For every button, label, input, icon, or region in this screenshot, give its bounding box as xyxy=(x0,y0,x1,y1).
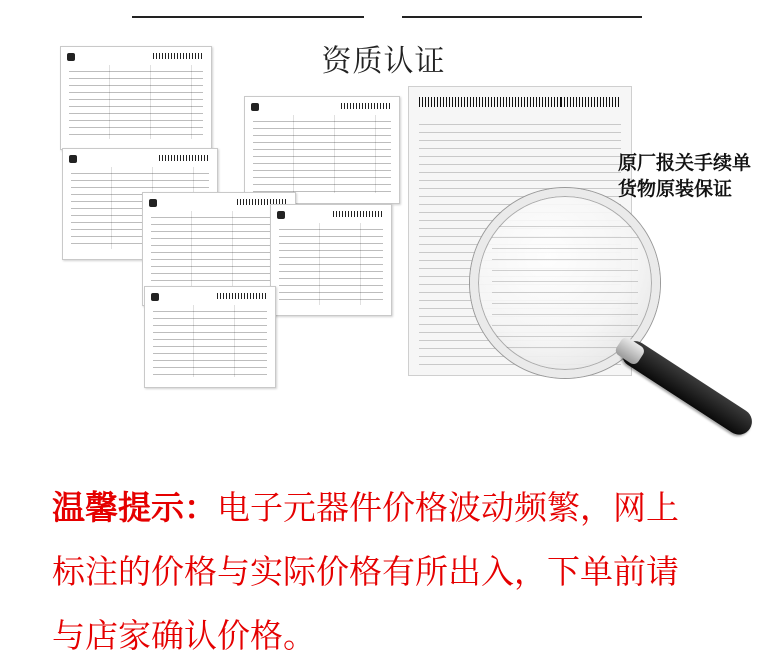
magnifier-handle-icon xyxy=(617,336,757,440)
right-decoration-line xyxy=(402,12,642,22)
document-caption-line2: 货物原装保证 xyxy=(618,178,733,200)
customs-document-image-6 xyxy=(144,286,276,388)
notice-text-line3: 与店家确认价格。 xyxy=(52,616,316,655)
left-decoration-line xyxy=(132,12,364,22)
customs-document-image-2 xyxy=(244,96,400,204)
notice-text-line1: 电子元器件价格波动频繁，网上 xyxy=(217,488,679,527)
customs-documents-collage xyxy=(60,36,390,392)
notice-text-line2: 标注的价格与实际价格有所出入，下单前请 xyxy=(52,552,679,591)
customs-document-image-1 xyxy=(60,46,212,150)
section-title: 资质认证 xyxy=(321,44,446,79)
customs-document-image-5 xyxy=(270,204,392,316)
notice-line1 xyxy=(52,476,742,540)
price-notice xyxy=(52,476,742,668)
notice-label: 温馨提示： xyxy=(52,488,217,527)
document-caption-line1: 原厂报关手续单 xyxy=(618,152,752,174)
document-caption xyxy=(618,150,766,202)
